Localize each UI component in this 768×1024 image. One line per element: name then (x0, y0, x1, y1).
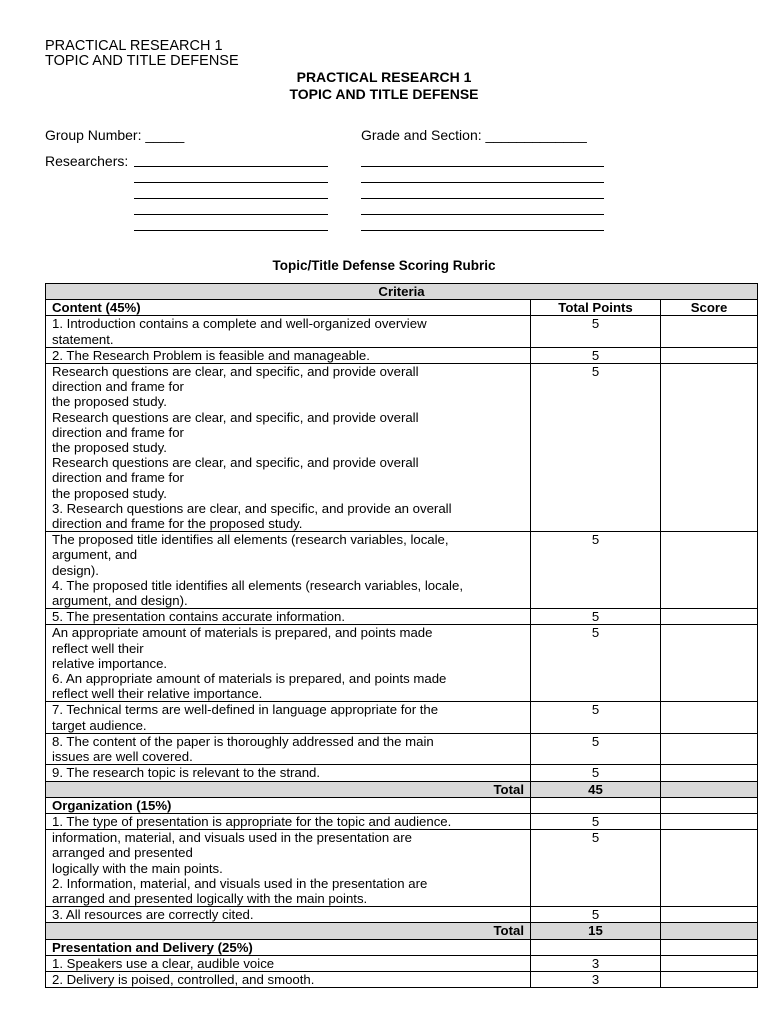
total-points-value: 3 (531, 955, 661, 971)
empty-cell (661, 797, 758, 813)
header-line-1: PRACTICAL RESEARCH 1 (45, 38, 223, 54)
criteria-row (46, 765, 758, 781)
total-points-value: 3 (531, 971, 661, 987)
total-points-value: 5 (531, 733, 661, 764)
researcher-line[interactable] (361, 182, 604, 183)
score-cell[interactable] (661, 907, 758, 923)
researcher-line[interactable] (361, 230, 604, 231)
total-value: 45 (531, 781, 661, 797)
score-cell[interactable] (661, 347, 758, 363)
researcher-line[interactable] (134, 166, 328, 167)
header-line-2: TOPIC AND TITLE DEFENSE (45, 53, 239, 69)
total-points-header: Total Points (531, 300, 661, 316)
title-line-2: TOPIC AND TITLE DEFENSE (289, 86, 479, 102)
criteria-row (46, 625, 758, 702)
criteria-text: 1. Introduction contains a complete and well-organized overview statement. (46, 316, 531, 347)
empty-cell (531, 939, 661, 955)
title-line-1: PRACTICAL RESEARCH 1 (296, 69, 472, 85)
score-cell[interactable] (661, 733, 758, 764)
total-points-value: 5 (531, 830, 661, 907)
score-cell[interactable] (661, 702, 758, 733)
criteria-row (46, 609, 758, 625)
criteria-text: An appropriate amount of materials is prepared, and points made reflect well their relative importance. 6. An appropriate amount of materials is prepared, and points made reflect well their relative importance. (46, 625, 531, 702)
presentation-section-row (46, 939, 758, 955)
total-label: Total (46, 781, 531, 797)
criteria-row (46, 830, 758, 907)
presentation-section-label: Presentation and Delivery (25%) (46, 939, 531, 955)
empty-cell (531, 797, 661, 813)
criteria-text: Research questions are clear, and specific, and provide overall direction and frame for the proposed study. Research questions are clear, and specific, and provide overall direction and frame for the proposed study. Research questions are clear, and specific, and provide overall direction and frame for the proposed study. 3. Research questions are clear, and specific, and provide an overall direction and frame for the proposed study. (46, 364, 531, 532)
total-row (46, 781, 758, 797)
total-label: Total (46, 923, 531, 939)
researchers-label: Researchers: (45, 153, 129, 169)
score-cell[interactable] (661, 364, 758, 532)
criteria-text: 1. The type of presentation is appropriate for the topic and audience. (46, 813, 531, 829)
total-points-value: 5 (531, 532, 661, 609)
page-header (45, 39, 239, 69)
criteria-row (46, 955, 758, 971)
score-cell[interactable] (661, 830, 758, 907)
criteria-text: 3. All resources are correctly cited. (46, 907, 531, 923)
criteria-row (46, 364, 758, 532)
total-points-value: 5 (531, 316, 661, 347)
total-points-value: 5 (531, 702, 661, 733)
empty-cell (661, 939, 758, 955)
total-points-value: 5 (531, 609, 661, 625)
total-points-value: 5 (531, 813, 661, 829)
organization-section-row (46, 797, 758, 813)
score-cell[interactable] (661, 532, 758, 609)
grade-section-field[interactable]: Grade and Section: _____________ (361, 127, 587, 143)
criteria-row (46, 971, 758, 987)
criteria-row (46, 316, 758, 347)
total-points-value: 5 (531, 364, 661, 532)
total-score-cell[interactable] (661, 923, 758, 939)
criteria-row (46, 347, 758, 363)
score-cell[interactable] (661, 813, 758, 829)
score-cell[interactable] (661, 765, 758, 781)
criteria-text: information, material, and visuals used in the presentation are arranged and presented logically with the main points. 2. Information, material, and visuals used in the presentation are arranged and presented logically with the main points. (46, 830, 531, 907)
score-cell[interactable] (661, 625, 758, 702)
criteria-text: 8. The content of the paper is thoroughly addressed and the main issues are well covered. (46, 733, 531, 764)
content-section-row (46, 300, 758, 316)
researcher-line[interactable] (134, 182, 328, 183)
criteria-text: 5. The presentation contains accurate information. (46, 609, 531, 625)
researcher-line[interactable] (134, 198, 328, 199)
score-cell[interactable] (661, 609, 758, 625)
criteria-text: 1. Speakers use a clear, audible voice (46, 955, 531, 971)
criteria-text: 2. Delivery is poised, controlled, and smooth. (46, 971, 531, 987)
criteria-row (46, 733, 758, 764)
scoring-rubric-table (45, 283, 758, 988)
score-cell[interactable] (661, 316, 758, 347)
total-points-value: 5 (531, 765, 661, 781)
researcher-line[interactable] (134, 214, 328, 215)
organization-section-label: Organization (15%) (46, 797, 531, 813)
researcher-line[interactable] (134, 230, 328, 231)
total-points-value: 5 (531, 347, 661, 363)
document-title (0, 69, 768, 103)
criteria-text: The proposed title identifies all elements (research variables, locale, argument, and design). 4. The proposed title identifies all elements (research variables, locale, argument, and design). (46, 532, 531, 609)
score-cell[interactable] (661, 971, 758, 987)
criteria-row (46, 907, 758, 923)
criteria-row (46, 813, 758, 829)
total-points-value: 5 (531, 625, 661, 702)
criteria-row (46, 702, 758, 733)
criteria-header-row (46, 284, 758, 300)
group-number-field[interactable]: Group Number: _____ (45, 127, 185, 143)
researcher-line[interactable] (361, 198, 604, 199)
criteria-text: 7. Technical terms are well-defined in language appropriate for the target audience. (46, 702, 531, 733)
score-header: Score (661, 300, 758, 316)
total-value: 15 (531, 923, 661, 939)
criteria-row (46, 532, 758, 609)
total-score-cell[interactable] (661, 781, 758, 797)
criteria-text: 2. The Research Problem is feasible and manageable. (46, 347, 531, 363)
total-points-value: 5 (531, 907, 661, 923)
score-cell[interactable] (661, 955, 758, 971)
content-section-label: Content (45%) (46, 300, 531, 316)
criteria-header: Criteria (46, 284, 758, 300)
researcher-line[interactable] (361, 166, 604, 167)
rubric-title: Topic/Title Defense Scoring Rubric (272, 258, 496, 273)
researcher-line[interactable] (361, 214, 604, 215)
criteria-text: 9. The research topic is relevant to the strand. (46, 765, 531, 781)
total-row (46, 923, 758, 939)
